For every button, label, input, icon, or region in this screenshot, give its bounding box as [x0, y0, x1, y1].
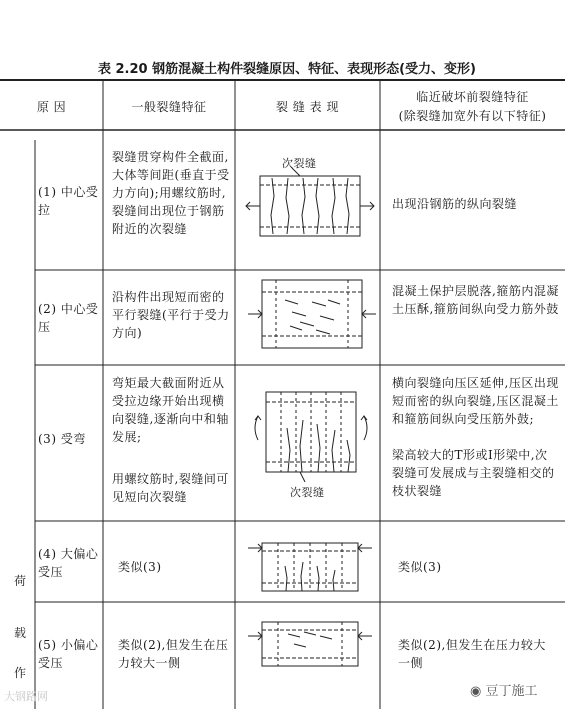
row-cause: (3) 受弯 [38, 432, 86, 446]
row-near-failure: 类似(2),但发生在压力较大一侧 [398, 638, 546, 670]
row-general: 用螺纹筋时,裂缝间可见短向次裂缝 [112, 472, 229, 504]
row-general: 弯矩最大截面附近从受拉边缘开始出现横向裂缝,逐渐向中和轴发展; [112, 376, 229, 444]
header-cause: 原 因 [36, 100, 67, 114]
row-near-failure: 混凝土保护层脱落,箍筋内混凝土压酥,箍筋间纵向受力筋外鼓 [392, 284, 559, 316]
wechat-icon: ◉ [470, 684, 486, 699]
group-label-char: 作 [14, 666, 27, 680]
header-appearance: 裂 缝 表 现 [276, 100, 339, 114]
watermark-right [470, 680, 538, 699]
header-general: 一般裂缝特征 [131, 100, 207, 114]
header-near-failure-2: (除裂缝加宽外有以下特征) [398, 109, 547, 123]
row-general: 裂缝贯穿构件全截面,大体等间距(垂直于受力方向);用螺纹筋时,裂缝间出现位于钢筋附近的次裂缝 [112, 150, 230, 236]
diagram-axial-compression [248, 280, 376, 348]
diagram-label: 次裂缝 [282, 157, 317, 170]
row-general: 沿构件出现短而密的平行裂缝(平行于受力方向) [112, 290, 230, 340]
diagram-label: 次裂缝 [290, 486, 325, 499]
row-cause: (5) 小偏心受压 [38, 638, 99, 670]
row-cause: (2) 中心受压 [38, 302, 99, 334]
row-cause: (4) 大偏心受压 [38, 547, 99, 579]
row-near-failure: 类似(3) [398, 560, 442, 574]
row-near-failure: 出现沿钢筋的纵向裂缝 [392, 197, 518, 211]
diagram-small-eccentric [248, 622, 372, 666]
diagram-axial-tension [246, 168, 374, 236]
watermark-left: 大钢路网 [4, 690, 48, 703]
header-near-failure-1: 临近破坏前裂缝特征 [416, 90, 529, 104]
row-near-failure: 梁高较大的T形或I形梁中,次裂缝可发展成与主裂缝相交的枝状裂缝 [392, 448, 555, 498]
diagram-bending [255, 392, 367, 482]
table-title: 表 2.20 钢筋混凝土构件裂缝原因、特征、表现形态(受力、变形) [97, 62, 476, 77]
group-label-char: 载 [14, 626, 27, 640]
row-cause: (1) 中心受拉 [38, 185, 99, 217]
diagram-large-eccentric [248, 543, 372, 591]
row-general: 类似(3) [118, 560, 162, 574]
row-near-failure: 横向裂缝向压区延伸,压区出现短而密的纵向裂缝,压区混凝土和箍筋间纵向受压筋外鼓; [392, 376, 559, 426]
row-general: 类似(2),但发生在压力较大一侧 [118, 638, 229, 670]
watermark-right-text: 豆丁施工 [485, 684, 538, 699]
group-label-char: 荷 [14, 574, 27, 588]
